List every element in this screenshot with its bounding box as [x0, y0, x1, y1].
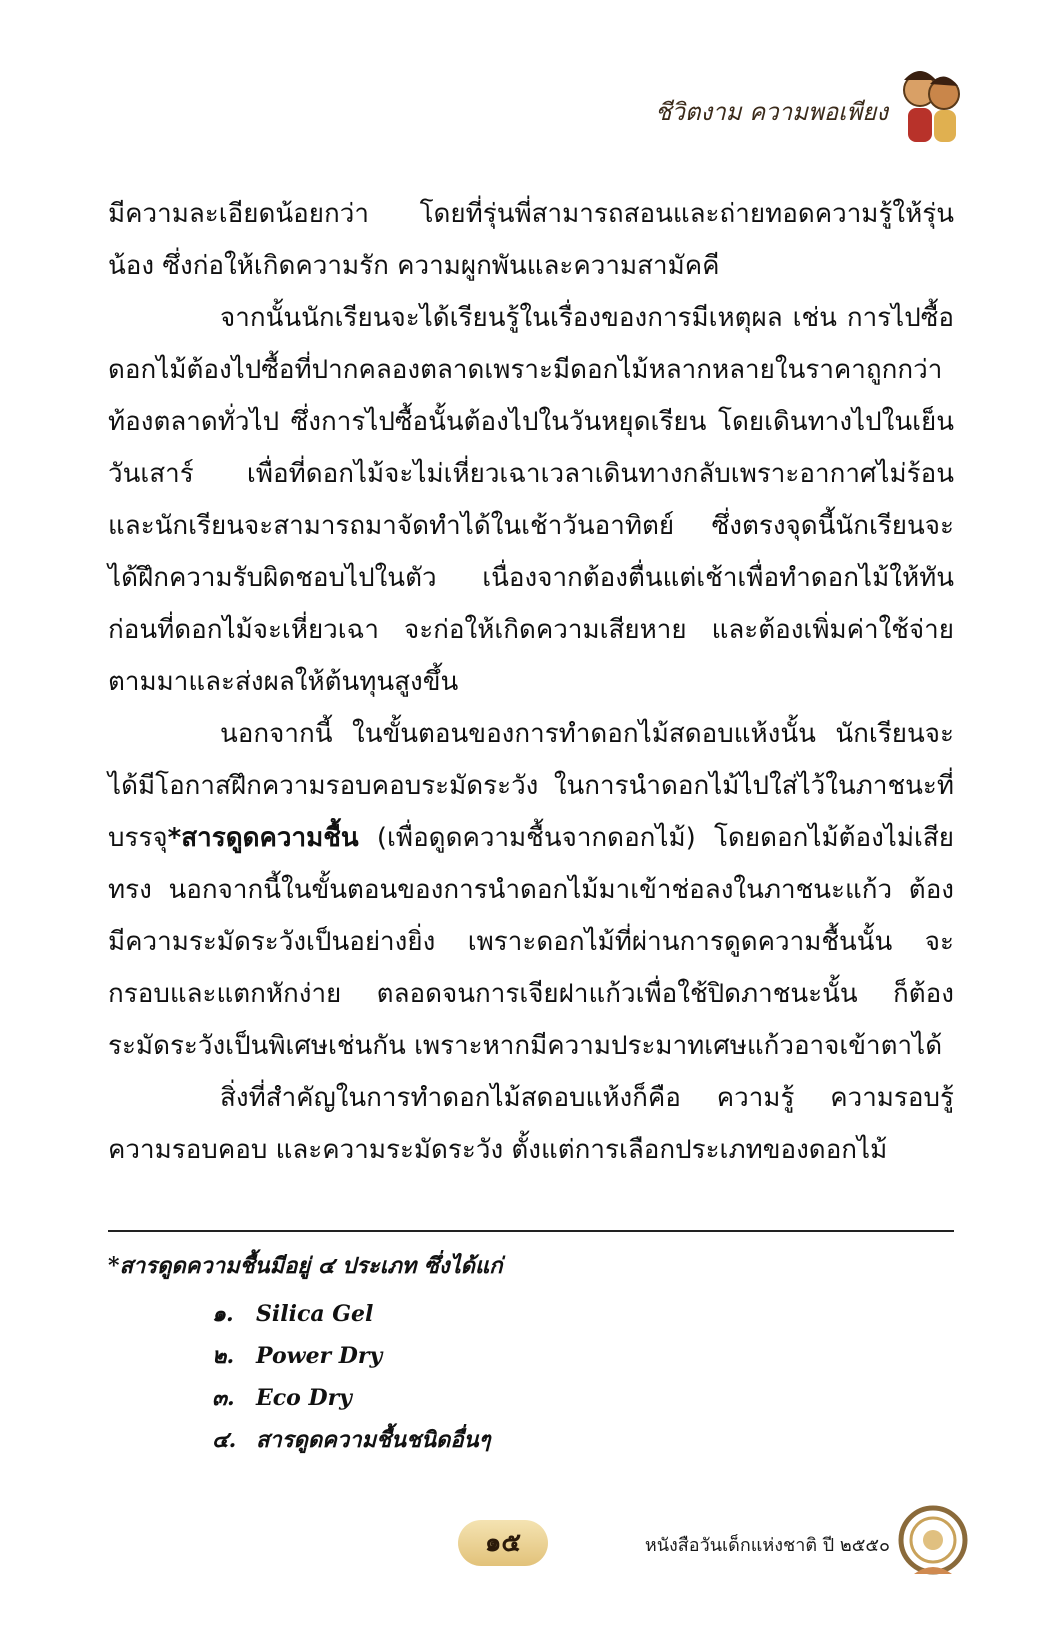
footnote-title: *สารดูดความชื้นมีอยู่ ๔ ประเภท ซึ่งได้แก่ — [108, 1253, 503, 1279]
footnote-list — [108, 1293, 954, 1461]
publication-title: หนังสือวันเด็กแห่งชาติ ปี ๒๕๕๐ — [644, 1535, 890, 1556]
list-number: ๓. — [212, 1385, 235, 1411]
paragraph-text: (เพื่อดูดความชื้นจากดอกไม้) โดยดอกไม้ต้องไม่เสียทรง นอกจากนี้ในขั้นตอนของการนำดอกไม้มาเข้าช่อลงในภาชนะแก้ว ต้องมีความระมัดระวังเป็นอย่างยิ่ง เพราะดอกไม้ที่ผ่านการดูดความชื้นนั้น จะกรอบและแตกหักง่าย ตลอดจนการเจียฝาแก้วเพื่อใช้ปิดภาชนะนั้น ก็ต้องระมัดระวังเป็นพิเศษเช่นกัน เพราะหากมีความประมาทเศษแก้วอาจเข้าตาได้ — [108, 823, 954, 1061]
list-number: ๔. — [212, 1427, 237, 1453]
footnote-divider — [108, 1230, 954, 1232]
paragraph-text: นอกจากนี้ ในขั้นตอนของการทำดอกไม้สดอบแห้งนั้น นักเรียนจะได้มีโอกาสฝึกความรอบคอบระมัดระวัง ในการนำดอกไม้ไปใส่ไว้ในภาชนะที่บรรจุ — [108, 719, 954, 853]
list-number: ๑. — [212, 1301, 234, 1327]
paragraph-continued: มีความละเอียดน้อยกว่า โดยที่รุ่นพี่สามารถสอนและถ่ายทอดความรู้ให้รุ่นน้อง ซึ่งก่อให้เกิดความรัก ความผูกพันและความสามัคคี — [108, 199, 954, 281]
list-text: Silica Gel — [256, 1301, 374, 1327]
paragraph-reasoning: จากนั้นนักเรียนจะได้เรียนรู้ในเรื่องของการมีเหตุผล เช่น การไปซื้อดอกไม้ต้องไปซื้อที่ปากคลองตลาดเพราะมีดอกไม้หลากหลายในราคาถูกกว่าท้องตลาดทั่วไป ซึ่งการไปซื้อนั้นต้องไปในวันหยุดเรียน โดยเดินทางไปในเย็นวันเสาร์ เพื่อที่ดอกไม้จะไม่เหี่ยวเฉาเวลาเดินทางกลับเพราะอากาศไม่ร้อน และนักเรียนจะสามารถมาจัดทำได้ในเช้าวันอาทิตย์ ซึ่งตรงจุดนี้นักเรียนจะได้ฝึกความรับผิดชอบไปในตัว เนื่องจากต้องตื่นแต่เช้าเพื่อทำดอกไม้ให้ทันก่อนที่ดอกไม้จะเหี่ยวเฉา จะก่อให้เกิดความเสียหาย และต้องเพิ่มค่าใช้จ่ายตามมาและส่งผลให้ต้นทุนสูงขึ้น — [108, 303, 954, 697]
list-item — [212, 1293, 954, 1335]
paragraph-carefulness — [108, 708, 954, 1072]
desiccant-term: *สารดูดความชื้น — [167, 823, 359, 853]
list-number: ๒. — [212, 1343, 235, 1369]
footnote — [108, 1248, 954, 1461]
list-text: Eco Dry — [256, 1385, 352, 1411]
list-item — [212, 1419, 954, 1461]
children-illustration-icon — [890, 60, 970, 152]
list-text: สารดูดความชื้นชนิดอื่นๆ — [256, 1427, 491, 1453]
paragraph-importance: สิ่งที่สำคัญในการทำดอกไม้สดอบแห้งก็คือ ความรู้ ความรอบรู้ ความรอบคอบ และความระมัดระวัง ตั้งแต่การเลือกประเภทของดอกไม้ — [108, 1083, 954, 1165]
page-number: ๑๕ — [458, 1520, 548, 1566]
list-item — [212, 1335, 954, 1377]
list-item — [212, 1377, 954, 1419]
list-text: Power Dry — [256, 1343, 383, 1369]
running-header: ชีวิตงาม ความพอเพียง — [655, 98, 888, 126]
emblem-icon — [894, 1500, 972, 1582]
main-text — [108, 188, 954, 1176]
